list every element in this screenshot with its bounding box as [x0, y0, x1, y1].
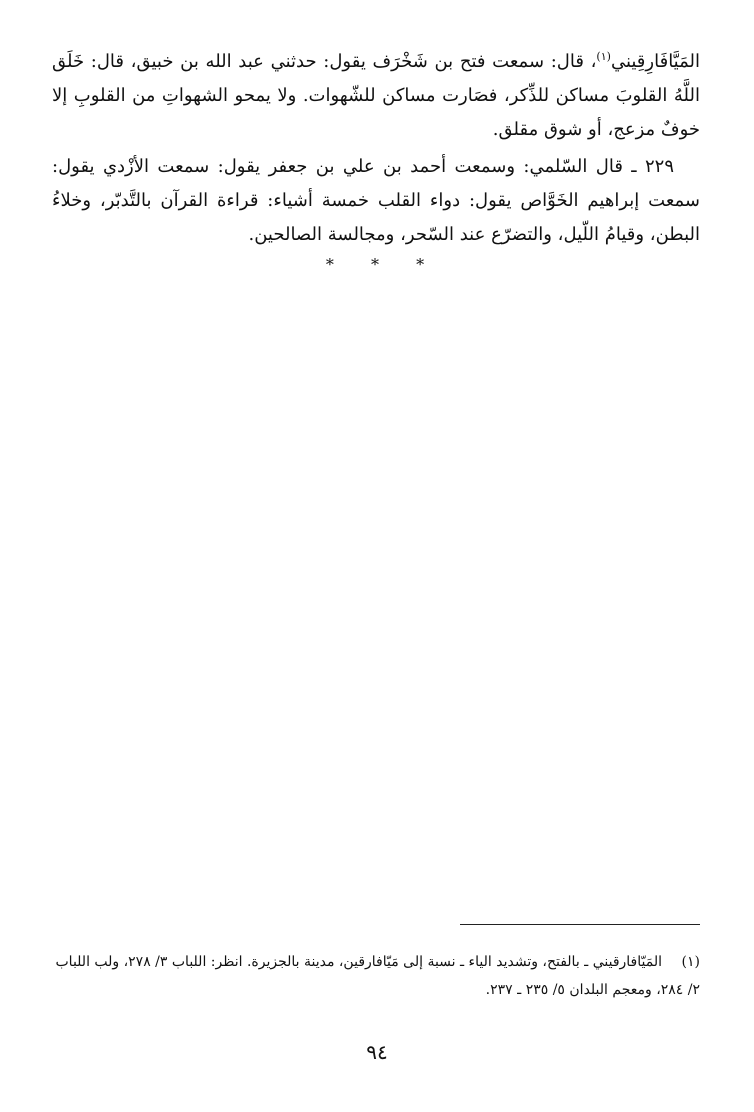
separator-asterisk: * [325, 255, 338, 274]
paragraph-1-text: ، قال: سمعت فتح بن شَخْرَف يقول: حدثني عبد الله بن خبيق، قال: خَلَق اللَّهُ القلوبَ مساكن للذِّكر، فصَارت مساكن للشّهوات. ولا يمحو الشهواتِ من القلوبِ إلا خوفٌ مزعج، أو شوق مقلق. [52, 51, 700, 140]
section-separator [0, 255, 754, 274]
footnote-number: (١) [681, 954, 700, 970]
footnote-divider [460, 924, 700, 925]
footnote [52, 948, 700, 1004]
footnote-reference: (١) [596, 50, 611, 63]
separator-asterisk: * [416, 255, 429, 274]
footnote-text: المَيّافارقيني ـ بالفتح، وتشديد الياء ـ نسبة إلى مَيّافارقين، مدينة بالجزيرة. انظر: اللباب ٣/ ٢٧٨، ولب اللباب ٢/ ٢٨٤، ومعجم البلدان ٥/ ٢٣٥ ـ ٢٣٧. [55, 954, 700, 998]
paragraph-1 [52, 45, 700, 147]
separator-asterisk: * [371, 255, 383, 274]
page-number: ٩٤ [366, 1040, 388, 1064]
paragraph-1-name: المَيَّافَارِقِيني [610, 51, 700, 72]
paragraph-2: ٢٢٩ ـ قال السّلمي: وسمعت أحمد بن علي بن جعفر يقول: سمعت الأزْدي يقول: سمعت إبراهيم الخَوَّاص يقول: دواء القلب خمسة أشياء: قراءة القرآن بالتَّدبّر، وخلاءُ البطن، وقيامُ اللّيل، والتضرّع عند السّحر، ومجالسة الصالحين. [52, 156, 700, 245]
